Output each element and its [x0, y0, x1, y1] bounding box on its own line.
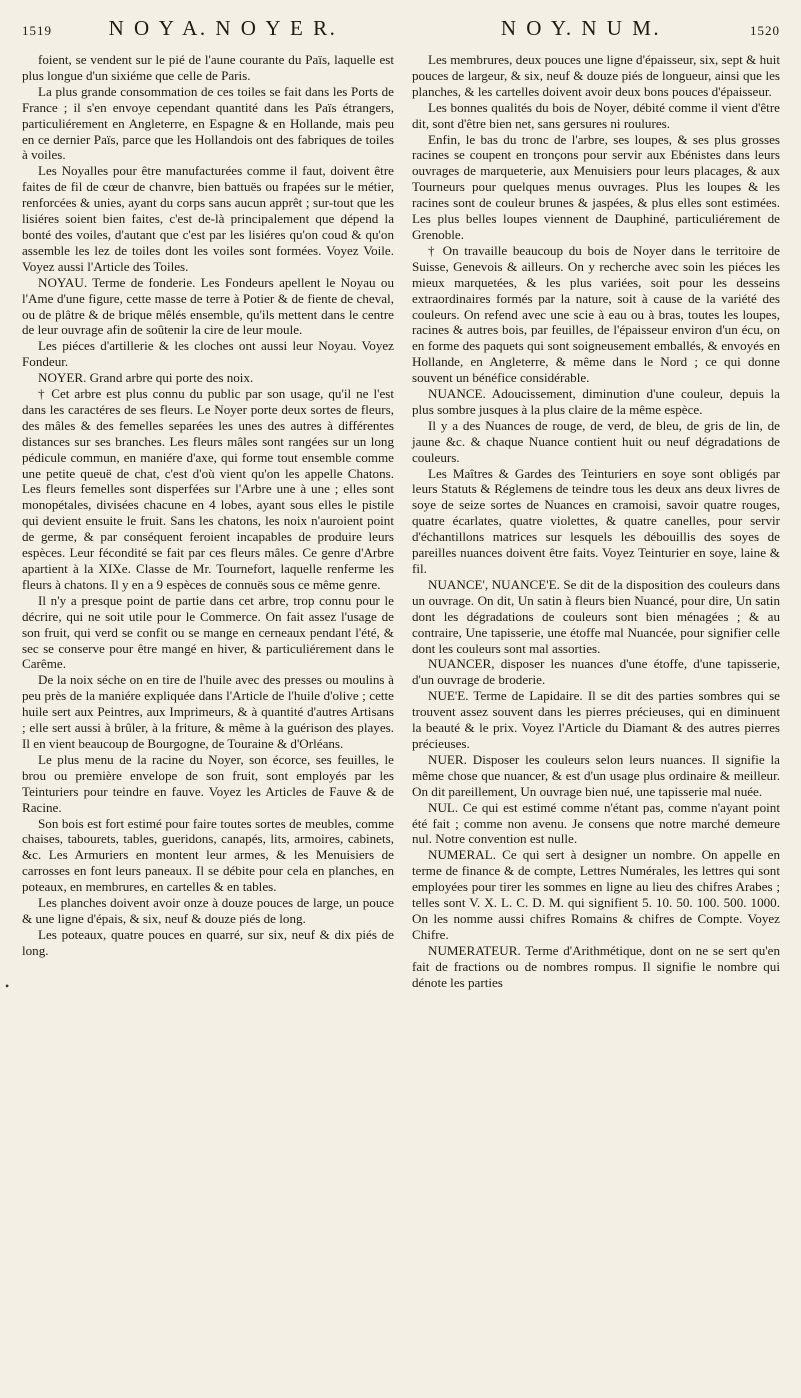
entry-noyer: NOYER. Grand arbre qui porte des noix. [38, 370, 254, 386]
paragraph: Les Noyalles pour être manufacturées comme il faut, doivent être faites de fil de cœur de chanvre, bien battuës ou frapées sur le métier, renforcées & unies, ayant du corps sans aucun apprêt ; sur-tout que les lisiéres soient bien faites, c'est de-là principalement que dépend la bonté des voiles, d'autant que c'est par les lisiéres qu'on coud & qu'on assemble les lez de toiles dont les voiles sont formées. Voyez Voile. Voyez aussi l'Article des Toiles. [22, 163, 394, 274]
margin-mark: • [5, 979, 10, 993]
right-running-header [412, 16, 780, 50]
entry-numerateur: NUMERATEUR. Terme d'Arithmétique, dont on ne se sert qu'en fait de fractions ou de nombres rompus. Il signifie le nombre qui dénote les parties [412, 942, 780, 990]
paragraph: † On travaille beaucoup du bois de Noyer dans le territoire de Suisse, Genevois & ailleurs. On y recherche avec soin les piéces les mieux marquetées, & les plus variées, soit pour les desseins extraordinaires formés par la nature, soit à cause de la variété des couleurs. On refend avec une scie à eau ou à bras, toutes les loupes, racines & autres bois, par feuilles, de l'épaisseur environ d'un écu, on en forme des paquets qui sont soigneusement emballés, & envoyés en Hollande, en Angleterre, & même dans le Nord ; ce qui donne souvent un bénéfice considérable. [412, 242, 780, 386]
entry-nul: NUL. Ce qui est estimé comme n'étant pas, comme n'ayant point été fait ; comme non avenu. Je consens que notre marché demeure nul. Notre convention est nulle. [412, 799, 780, 847]
paragraph: Les poteaux, quatre pouces en quarré, sur six, neuf & dix piés de long. [22, 926, 394, 958]
paragraph: Enfin, le bas du tronc de l'arbre, ses loupes, & ses plus grosses racines se coupent en tronçons pour servir aux Ebénistes dans leurs ouvrages de marqueterie, aux Menuisiers pour leurs placages, & aux Tourneurs pour quelques menus ouvrages. Plus les loupes & les racines sont de couleur brunes & jaspées, & plus elles sont estimées. Les plus belles loupes viennent de Dauphiné, particuliérement de Grenoble. [412, 131, 780, 242]
entry-nuancer: NUANCER, disposer les nuances d'une étoffe, d'une tapisserie, d'un ouvrage de broderie. [412, 656, 780, 688]
left-column [22, 52, 394, 959]
left-running-header [22, 16, 394, 50]
paragraph: Les piéces d'artillerie & les cloches ont aussi leur Noyau. Voyez Fondeur. [22, 338, 394, 370]
right-column [412, 52, 780, 990]
paragraph: Il n'y a presque point de partie dans cet arbre, trop connu pour le décrire, qui ne soit utile pour le Commerce. On fait assez l'usage de son fruit, qui verd se confit ou se mange en cerneaux pendant l'été, & sec se conserve pour être mangé en hiver, & particuliérement dans le Carême. [22, 592, 394, 672]
paragraph: La plus grande consommation de ces toiles se fait dans les Ports de France ; il s'en envoye cependant quantité dans les Païs étrangers, particuliérement en Angleterre, en Espagne & en Hollande, mais peu en ce dernier Païs, parce que les Hollandois ont des fabriques de toiles à voiles. [22, 83, 394, 163]
paragraph: Les bonnes qualités du bois de Noyer, débité comme il vient d'être dit, sont d'être bien net, sans gersures ni roulures. [412, 99, 780, 131]
paragraph: De la noix séche on en tire de l'huile avec des presses ou moulins à peu près de la maniére expliquée dans l'Article de l'huile d'olive ; cette huile sert aux Peintres, aux Imprimeurs, & à quantité d'autres Artisans ; elle sert aussi à brûler, à la friture, & même à la guérison des playes. Il en vient beaucoup de Bourgogne, de Touraine & d'Orléans. [22, 672, 394, 751]
left-header-title: N O Y A. N O Y E R. [108, 16, 338, 40]
paragraph: † Cet arbre est plus connu du public par son usage, qu'il ne l'est dans les caractéres de ses fleurs. Le Noyer porte deux sortes de fleurs, des mâles & des femelles separées les unes des autres à différentes distances sur ses branches. Les fleurs mâles sont rangées sur un long pédicule commun, en maniére d'axe, qui forme tout ensemble comme une petite queuë de chat, c'est d'où vient qu'on les appelle Chatons. Les fleurs femelles sont disperfées sur l'Arbre une à une ; elles sont monopétales, divisées chacune en 4 lobes, ayant sous elles le pistile qui devient ensuite le fruit. Sans les chatons, les noix n'auroient point de germe, & par conséquent feroient incapables de produire leurs espèces. Leur fécondité se fait par ces fleurs mâles. Ce genre d'Arbre apartient à la XIXe. Classe de Mr. Tournefort, laquelle renferme les fleurs à chatons. Il y en a 9 espèces de connuës sous ce même genre. [22, 386, 394, 592]
entry-nuance: NUANCE. Adoucissement, diminution d'une couleur, depuis la plus sombre jusques à la plus claire de la même espèce. [412, 386, 780, 417]
paragraph: Les Maîtres & Gardes des Teinturiers en soye sont obligés par leurs Statuts & Réglemens de teindre tous les deux ans deux livres de soye de seize sortes de Nuances en cramoisi, savoir quatre rouges, quatre écarlates, quatre violettes, & quatre canelles, pour servir d'échantillons matrices sur lesquels les débouillis des soyes de pareilles nuances doivent être faits. Voyez Teinturier en soye, laine & fil. [412, 465, 780, 576]
right-header-title: N O Y. N U M. [500, 16, 662, 40]
paragraph: Son bois est fort estimé pour faire toutes sortes de meubles, comme chaises, tabourets, tables, gueridons, canapés, lits, armoires, cabinets, &c. Les Armuriers en montent leur armes, & les Menuisiers de carrosses en font leurs paneaux. Il se débite pour cela en planches, en poteaux, en membrures, en cartelles & en tables. [22, 815, 394, 895]
paragraph: Il y a des Nuances de rouge, de verd, de bleu, de gris de lin, de jaune &c. & chaque Nuance contient huit ou neuf dégradations de couleurs. [412, 417, 780, 465]
paragraph: foient, se vendent sur le pié de l'aune courante du Païs, laquelle est plus longue d'un sixiéme que celle de Paris. [22, 52, 394, 83]
left-page-number: 1519 [22, 23, 52, 38]
paragraph: Les membrures, deux pouces une ligne d'épaisseur, six, sept & huit pouces de largeur, & six, neuf & douze piés de longueur, ainsi que les planches, & les cartelles doivent avoir deux bons pouces d'épaisseur. [412, 52, 780, 99]
paragraph: Les planches doivent avoir onze à douze pouces de large, un pouce & une ligne d'épais, & six, neuf & douze piés de long. [22, 895, 394, 926]
entry-noyau: NOYAU. Terme de fonderie. Les Fondeurs apellent le Noyau ou l'Ame d'une figure, cette masse de terre à Potier & de fiente de cheval, ou de plâtre & de brique mêlés ensemble, qu'ils mettent dans le centre de leur ouvrage afin de soûtenir la cire de leur moule. [22, 274, 394, 338]
entry-nuee: NUE'E. Terme de Lapidaire. Il se dit des parties sombres qui se trouvent assez souvent dans les pierres précieuses, qui en diminuent la beauté & le prix. Voyez l'Article du Diamant & des autres pierres précieuses. [412, 688, 780, 751]
entry-nuer: NUER. Disposer les couleurs selon leurs nuances. Il signifie la même chose que nuancer, & est d'un usage plus ordinaire & meilleur. On dit pareillement, Un ouvrage bien nué, une tapisserie mal nuée. [412, 751, 780, 799]
right-page-number: 1520 [750, 23, 780, 38]
entry-numeral: NUMERAL. Ce qui sert à designer un nombre. On appelle en terme de finance & de compte, Lettres Numérales, les lettres qui sont employées pour tirer les sommes en ligne au lieu des chifres Arabes ; telles sont V. X. L. C. D. M. qui signifient 5. 10. 50. 100. 500. 1000. On les nomme aussi chifres Romains & chifres de Compte. Voyez Chifre. [412, 847, 780, 942]
entry-nuancee: NUANCE', NUANCE'E. Se dit de la disposition des couleurs dans un ouvrage. On dit, Un satin à fleurs bien Nuancé, pour dire, Un satin dont les dégradations de couleurs sont bien ménagées ; & au contraire, Une tapisserie, une étoffe mal Nuancée, pour signifier celle dont les couleurs sont mal assorties. [412, 576, 780, 656]
paragraph: Le plus menu de la racine du Noyer, son écorce, ses feuilles, le brou ou première envelope de son fruit, sont employés par les Teinturiers pour teindre en fauve. Voyez les Articles de Fauve & de Racine. [22, 751, 394, 815]
